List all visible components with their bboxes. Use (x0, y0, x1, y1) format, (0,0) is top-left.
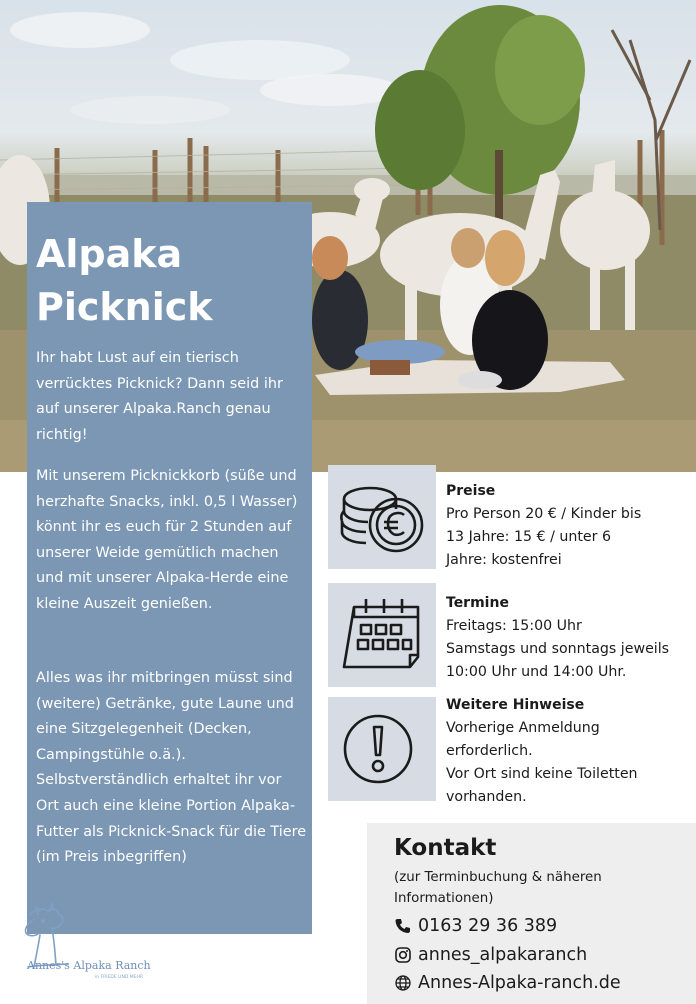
logo-tagline: in FRIEDE UND MEHR (95, 975, 143, 980)
website-url: Annes-Alpaka-ranch.de (418, 973, 621, 993)
prices-title: Preise (446, 483, 496, 499)
bring-text: Alles was ihr mitbringen müsst sind (weitere) Getränke, gute Laune und eine Sitzgelegenheit (Decken, Campingstühle o.ä.). Selbstverständlich erhaltet ihr vor Ort auch eine kleine Portion Alpaka-Futter als Picknick-Snack für die Tiere (im Preis inbegriffen) (36, 670, 307, 866)
title-line-1: Alpaka (36, 232, 183, 276)
contact-website[interactable] (394, 973, 621, 993)
contact-phone[interactable] (394, 916, 557, 936)
dates-title: Termine (446, 595, 509, 611)
dates-line-1: Freitags: 15:00 Uhr (446, 618, 582, 634)
intro-text: Ihr habt Lust auf ein tierisch verrücktes Picknick? Dann seid ihr auf unserer Alpaka.Ranch genau richtig! (36, 350, 283, 443)
prices-line-1: Pro Person 20 € / Kinder bis (446, 506, 642, 522)
dates-info (446, 592, 691, 684)
exclamation-circle-icon (328, 697, 436, 801)
notes-title: Weitere Hinweise (446, 697, 585, 713)
globe-icon (394, 974, 412, 992)
phone-icon (394, 917, 412, 935)
dates-line-3: 10:00 Uhr und 14:00 Uhr. (446, 664, 627, 680)
contact-subtitle: (zur Terminbuchung & näheren Informationen) (394, 870, 602, 906)
calendar-icon (328, 583, 436, 687)
prices-line-3: Jahre: kostenfrei (446, 552, 562, 568)
prices-info (446, 480, 691, 572)
notes-line-2: erforderlich. (446, 743, 533, 759)
flyer-title (36, 228, 213, 334)
details-text: Mit unserem Picknickkorb (süße und herzhafte Snacks, inkl. 0,5 l Wasser) könnt ihr es euch für 2 Stunden auf unserer Weide gemütlich machen und mit unserer Alpaka-Herde eine kleine Auszeit genießen. (36, 468, 298, 612)
alpaca-logo (8, 897, 158, 997)
contact-instagram[interactable] (394, 945, 587, 965)
instagram-handle: annes_alpakaranch (418, 945, 588, 965)
dates-line-2: Samstags und sonntags jeweils (446, 641, 670, 657)
contact-title: Kontakt (394, 835, 497, 861)
logo-name: Annes's Alpaka Ranch (27, 959, 151, 972)
notes-line-3: Vor Ort sind keine Toiletten (446, 766, 638, 782)
notes-line-1: Vorherige Anmeldung (446, 720, 600, 736)
notes-line-4: vorhanden. (446, 789, 527, 805)
prices-line-2: 13 Jahre: 15 € / unter 6 (446, 529, 612, 545)
phone-number: 0163 29 36 389 (418, 916, 558, 936)
instagram-icon (394, 946, 412, 964)
title-line-2: Picknick (36, 285, 213, 329)
coins-euro-icon (328, 465, 436, 569)
notes-info (446, 694, 691, 809)
